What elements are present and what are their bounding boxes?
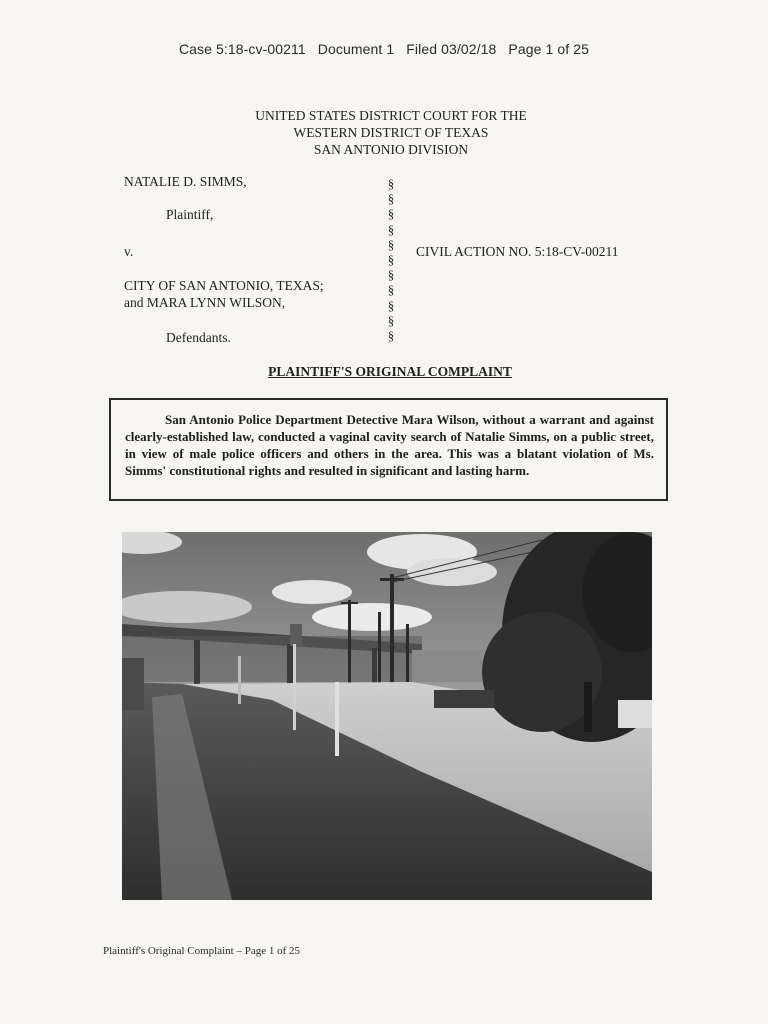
defendant-role: Defendants. [166,330,231,345]
section-mark: § [387,252,395,268]
section-mark: § [387,328,395,344]
section-mark: § [387,191,395,207]
filed-date: Filed 03/02/18 [406,41,497,57]
section-mark: § [387,297,395,313]
section-mark: § [387,267,395,283]
street-photo-image [122,532,652,900]
court-division-line: SAN ANTONIO DIVISION [313,142,469,157]
case-number: Case 5:18-cv-00211 [178,41,306,57]
plaintiff-role: Plaintiff, [166,207,214,222]
versus: v. [124,244,134,259]
street-photo [122,532,652,900]
ecf-header-stamp [0,41,768,57]
section-mark: § [387,221,395,237]
section-mark: § [387,176,395,191]
court-district-line: WESTERN DISTRICT OF TEXAS [293,125,489,140]
document-number: Document 1 [317,41,395,57]
court-name-line: UNITED STATES DISTRICT COURT FOR THE [255,108,527,123]
summary-box: San Antonio Police Department Detective Mara Wilson, without a warrant and against clearly-established law, conducted a vaginal cavity search of Natalie Simms, on a public street, in view of male police officers and others in the area. This was a blatant violation of Ms. Simms' constitutional rights and resulted in significant and lasting harm. [109,398,668,501]
page-indicator: Page 1 of 25 [508,41,590,57]
civil-action-number: CIVIL ACTION NO. 5:18-CV-00211 [416,244,619,259]
section-mark: § [387,206,395,222]
page-footer: Plaintiff's Original Complaint – Page 1 of 25 [103,945,301,957]
section-mark-column [385,176,397,343]
section-mark: § [387,236,395,252]
court-heading [0,107,768,158]
defendant-line-2: and MARA LYNN WILSON, [124,295,286,310]
complaint-title: PLAINTIFF'S ORIGINAL COMPLAINT [268,364,512,379]
plaintiff-name: NATALIE D. SIMMS, [124,174,247,189]
section-mark: § [387,312,395,328]
section-mark: § [387,282,395,298]
defendant-line-1: CITY OF SAN ANTONIO, TEXAS; [124,278,324,293]
